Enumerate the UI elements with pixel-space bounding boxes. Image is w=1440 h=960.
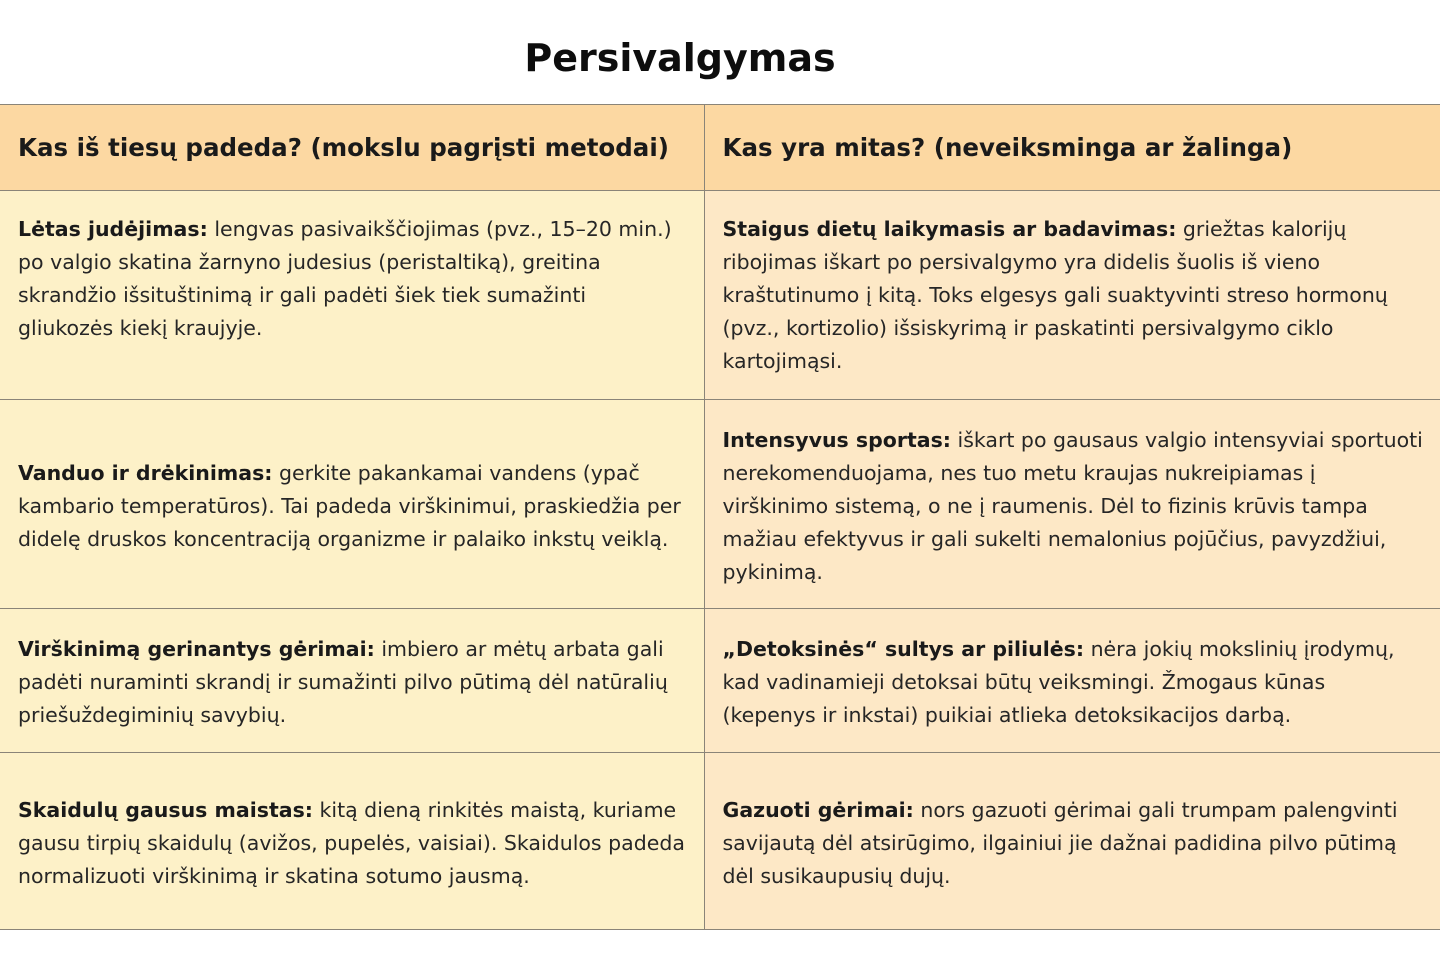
help-cell: [0, 400, 704, 609]
myth-text: griežtas kalorijų ribojimas iškart po persivalgymo yra didelis šuolis iš vieno kraštutinumo į kitą. Toks elgesys gali suaktyvinti streso hormonų (pvz., kortizolio) išsiskyrimą ir paskatinti persivalgymo ciklo kartojimąsi.: [722, 217, 1388, 373]
help-text: lengvas pasivaikščiojimas (pvz., 15–20 min.) po valgio skatina žarnyno judesius (peristaltiką), greitina skrandžio išsituštinimą ir gali padėti šiek tiek sumažinti gliukozės kiekį kraujyje.: [18, 217, 672, 340]
help-text: kitą dieną rinkitės maistą, kuriame gausu tirpių skaidulų (avižos, pupelės, vaisiai). Skaidulos padeda normalizuoti virškinimą ir skatina sotumo jausmą.: [18, 797, 685, 888]
myth-cell: [704, 400, 1440, 609]
help-term: Lėtas judėjimas:: [18, 217, 208, 241]
myth-term: Gazuoti gėrimai:: [722, 797, 914, 822]
help-cell: [0, 191, 704, 400]
help-text: imbiero ar mėtų arbata gali padėti nuraminti skrandį ir sumažinti pilvo pūtimą dėl natūralių priešuždegiminių savybių.: [18, 637, 668, 727]
myth-term: Staigus dietų laikymasis ar badavimas:: [722, 217, 1177, 241]
table-row: [0, 191, 1440, 400]
myth-term: „Detoksinės“ sultys ar piliulės:: [722, 637, 1085, 661]
help-term: Vanduo ir drėkinimas:: [18, 460, 273, 485]
header-myths: Kas yra mitas? (neveiksminga ar žalinga): [704, 105, 1440, 191]
header-helps: Kas iš tiesų padeda? (mokslu pagrįsti metodai): [0, 105, 704, 191]
table-header-row: [0, 105, 1440, 191]
help-cell: [0, 609, 704, 753]
help-text: gerkite pakankamai vandens (ypač kambario temperatūros). Tai padeda virškinimui, praskiedžia per didelę druskos koncentraciją organizme ir palaiko inkstų veiklą.: [18, 460, 681, 551]
tips-table: [0, 104, 1440, 930]
page-title: Persivalgymas: [524, 36, 836, 80]
myth-text: iškart po gausaus valgio intensyviai sportuoti nerekomenduojama, nes tuo metu kraujas nukreipiamas į virškinimo sistemą, o ne į raumenis. Dėl to fizinis krūvis tampa mažiau efektyvus ir gali sukelti nemalonius pojūčius, pavyzdžiui, pykinimą.: [722, 427, 1423, 584]
myth-cell: [704, 609, 1440, 753]
table-row: [0, 400, 1440, 609]
myth-text: nėra jokių mokslinių įrodymų, kad vadinamieji detoksai būtų veiksmingi. Žmogaus kūnas (kepenys ir inkstai) puikiai atlieka detoksikacijos darbą.: [722, 637, 1395, 727]
help-cell: [0, 753, 704, 930]
help-term: Skaidulų gausus maistas:: [18, 797, 313, 822]
myth-term: Intensyvus sportas:: [722, 427, 951, 452]
table-row: [0, 609, 1440, 753]
help-term: Virškinimą gerinantys gėrimai:: [18, 637, 375, 661]
myth-cell: [704, 753, 1440, 930]
myth-text: nors gazuoti gėrimai gali trumpam palengvinti savijautą dėl atsirūgimo, ilgainiui jie dažnai padidina pilvo pūtimą dėl susikaupusių dujų.: [722, 797, 1398, 888]
table-row: [0, 753, 1440, 930]
myth-cell: [704, 191, 1440, 400]
